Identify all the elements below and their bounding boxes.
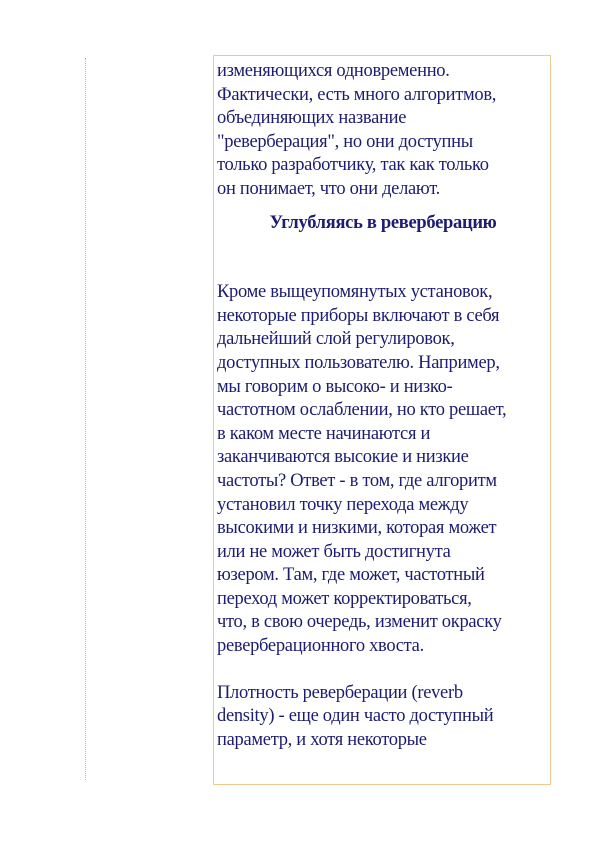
text-line: изменяющихся одновременно. [217, 61, 450, 81]
text-line: density) - еще один часто доступный [217, 706, 494, 727]
text-line: некоторые приборы включают в себя [217, 305, 500, 326]
text-line: в каком месте начинаются и [217, 423, 431, 444]
text-line: юзером. Там, где может, частотный [217, 565, 485, 586]
paragraph-continued [217, 60, 549, 202]
text-line: или не может быть достигнута [217, 541, 451, 562]
section-title: Углубляясь в реверберацию [269, 212, 497, 233]
paragraph-density [217, 682, 549, 753]
text-line: он понимает, что они делают. [217, 178, 440, 199]
spacer [217, 659, 549, 682]
text-line: Кроме выщеупомянутых установок, [217, 282, 493, 303]
text-line: "реверберация", но они доступны [217, 131, 473, 152]
text-column [217, 60, 549, 752]
text-line: параметр, и хотя некоторые [217, 729, 427, 750]
text-line: объединяющих название [217, 108, 407, 129]
text-line: дальнейший слой регулировок, [217, 329, 455, 350]
text-line: частотном ослаблении, но кто решает, [217, 400, 507, 421]
text-line: Плотность реверберации (reverb [217, 682, 463, 703]
text-line: высокими и низкими, которая может [217, 518, 497, 539]
text-line: что, в свою очередь, изменит окраску [217, 612, 502, 633]
text-line: Фактически, есть много алгоритмов, [217, 84, 497, 105]
text-line: частоты? Ответ - в том, где алгоритм [217, 470, 497, 491]
text-line: реверберационного хвоста. [217, 636, 424, 657]
text-line: только разработчику, так как только [217, 155, 489, 176]
spacer [217, 235, 549, 281]
text-line: заканчиваются высокие и низкие [217, 447, 469, 468]
margin-dotted-rule [85, 58, 86, 780]
text-line: мы говорим о высоко- и низко- [217, 376, 453, 397]
text-line: установил точку перехода между [217, 494, 469, 515]
text-line: доступных пользователю. Например, [217, 352, 500, 373]
paragraph-crossover [217, 281, 549, 659]
text-line: переход может корректироваться, [217, 588, 472, 609]
